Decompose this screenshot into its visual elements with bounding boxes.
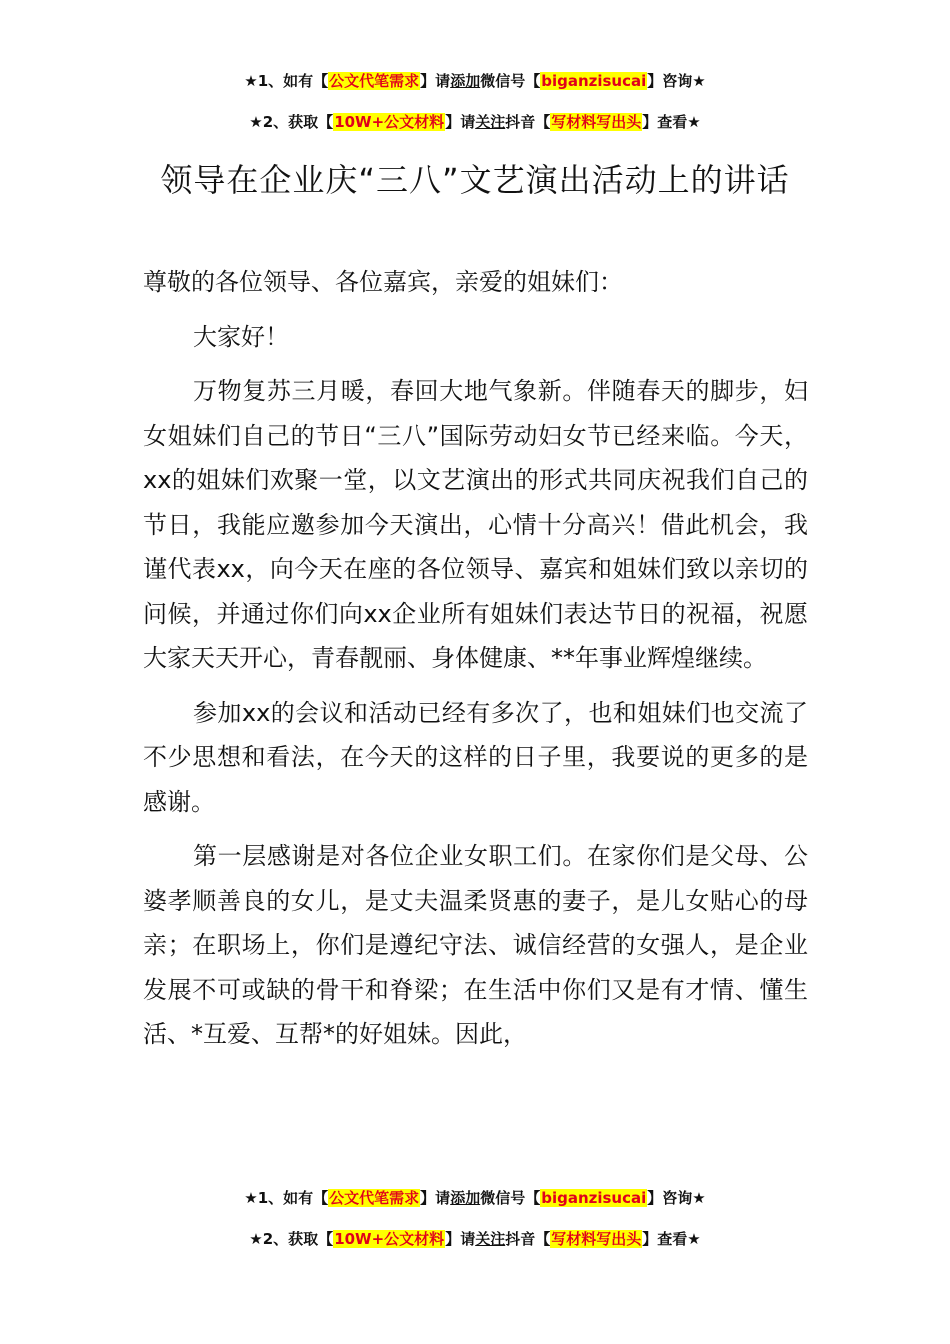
document-title: 领导在企业庆“三八”文艺演出活动上的讲话 [160, 161, 790, 199]
footer-line1-suffix: 】咨询★ [647, 1189, 706, 1207]
footer-line2-mid2: 抖音【 [505, 1230, 551, 1248]
footer-line1-underlined: 添加 [450, 1189, 481, 1207]
header-line1-prefix: ★1、如有【 [244, 72, 329, 90]
footer-line1-highlight-service: 公文代笔需求 [329, 1189, 420, 1207]
footer-line2-highlight-materials: 10W+公文材料 [334, 1230, 445, 1248]
header-line1-underlined: 添加 [450, 72, 481, 90]
header-line1-suffix: 】咨询★ [647, 72, 706, 90]
footer-ad-line-2 [0, 1228, 950, 1250]
body-paragraph: 万物复苏三月暖，春回大地气象新。伴随春天的脚步，妇女姐妹们自己的节日“三八”国际劳动妇女节已经来临。今天，xx的姐妹们欢聚一堂，以文艺演出的形式共同庆祝我们自己的节日，我能应邀参加今天演出，心情十分高兴！借此机会，我谨代表xx，向今天在座的各位领导、嘉宾和姐妹们致以亲切的问候，并通过你们向xx企业所有姐妹们表达节日的祝福，祝愿大家天天开心，青春靓丽、身体健康、**年事业辉煌继续。 [143, 377, 808, 672]
footer-line2-highlight-douyin: 写材料写出头 [551, 1230, 642, 1248]
footer-line1-mid2: 微信号【 [480, 1189, 541, 1207]
body-paragraph: 参加xx的会议和活动已经有多次了，也和姐妹们也交流了不少思想和看法，在今天的这样的日子里，我要说的更多的是感谢。 [143, 698, 808, 816]
footer-ad-line-1 [0, 1187, 950, 1209]
header-line2-prefix: ★2、获取【 [249, 113, 334, 131]
header-line2-suffix: 】查看★ [642, 113, 701, 131]
header-line2-highlight-douyin: 写材料写出头 [551, 113, 642, 131]
header-line1-mid2: 微信号【 [480, 72, 541, 90]
header-ad-line-2 [0, 111, 950, 133]
header-line2-mid: 】请 [445, 113, 476, 131]
footer-line2-suffix: 】查看★ [642, 1230, 701, 1248]
footer-line1-highlight-wechat: biganzisucai [541, 1189, 647, 1207]
header-ad-line-1 [0, 70, 950, 92]
footer-line1-mid: 】请 [420, 1189, 451, 1207]
header-line1-mid: 】请 [420, 72, 451, 90]
footer-line2-mid: 】请 [445, 1230, 476, 1248]
header-line2-mid2: 抖音【 [505, 113, 551, 131]
footer-line1-prefix: ★1、如有【 [244, 1189, 329, 1207]
salutation: 尊敬的各位领导、各位嘉宾，亲爱的姐妹们： [143, 268, 623, 296]
header-line1-highlight-wechat: biganzisucai [541, 72, 647, 90]
footer-line2-underlined: 关注 [475, 1230, 506, 1248]
header-line2-highlight-materials: 10W+公文材料 [334, 113, 445, 131]
header-line1-highlight-service: 公文代笔需求 [329, 72, 420, 90]
greeting: 大家好！ [193, 322, 289, 351]
document-body [143, 260, 808, 1057]
footer-line2-prefix: ★2、获取【 [249, 1230, 334, 1248]
body-paragraph: 第一层感谢是对各位企业女职工们。在家你们是父母、公婆孝顺善良的女儿，是丈夫温柔贤惠的妻子，是儿女贴心的母亲；在职场上，你们是遵纪守法、诚信经营的女强人，是企业发展不可或缺的骨干和脊梁；在生活中你们又是有才情、懂生活、*互爱、互帮*的好姐妹。因此， [143, 842, 808, 1048]
header-line2-underlined: 关注 [475, 113, 506, 131]
